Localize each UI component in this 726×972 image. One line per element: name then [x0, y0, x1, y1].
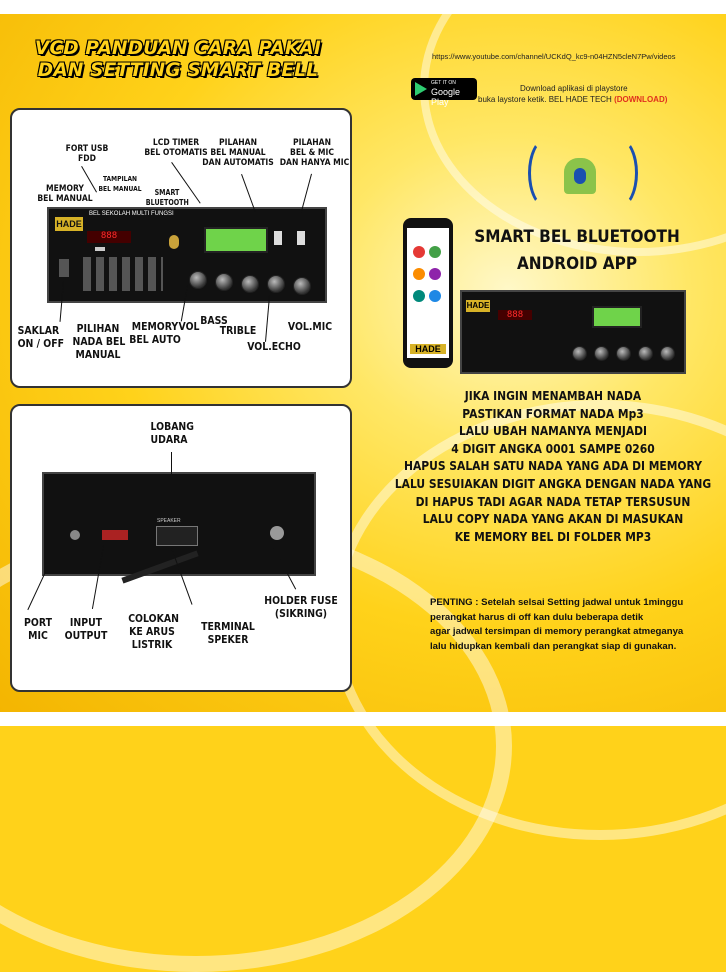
product-knob [660, 346, 675, 361]
download-instruction: buka laystore ketik. BEL HADE TECH [478, 95, 612, 104]
label-memory-manual: MEMORY BEL MANUAL [37, 184, 93, 204]
app-button [413, 268, 425, 280]
bluetooth-symbol [574, 168, 586, 184]
phone-logo: HADE [410, 344, 446, 354]
bottom-border [0, 712, 726, 726]
front-panel-photo [10, 108, 352, 388]
product-display: 888 [498, 310, 532, 320]
important-note [430, 596, 710, 654]
pointer-line [27, 572, 46, 610]
label-terminal: TERMINAL SPEKER [201, 620, 255, 646]
switch-mode [274, 231, 282, 245]
keypad [83, 257, 163, 291]
label-pilahan-mic: PILAHAN BEL & MIC DAN HANYA MIC [279, 138, 350, 168]
label-vol-mic: VOL.MIC [287, 320, 333, 333]
label-trible: TRIBLE [219, 324, 257, 337]
label-smart-bt: SMART BLUETOOTH [145, 188, 189, 207]
usb-port [95, 247, 105, 251]
download-text-1: Download aplikasi di playstore [520, 84, 628, 93]
bluetooth-icon [169, 235, 179, 249]
label-vol: VOL [178, 320, 200, 333]
label-holder-fuse: HOLDER FUSE (SIKRING) [264, 594, 338, 620]
label-pilihan-nada: PILIHAN NADA BEL MANUAL [72, 322, 126, 361]
download-link[interactable]: (DOWNLOAD) [614, 95, 668, 104]
app-heading [472, 224, 683, 278]
speaker-text: SPEAKER [157, 518, 181, 524]
heading-line-2: ANDROID APP [516, 254, 638, 274]
speaker-terminal [156, 518, 198, 546]
instruction-line: HAPUS SALAH SATU NADA YANG ADA DI MEMORY [404, 459, 702, 474]
instruction-line: LALU COPY NADA YANG AKAN DI MASUKAN [422, 512, 684, 527]
label-fort-usb: FORT USB FDD [65, 144, 109, 164]
knob-mic [293, 277, 311, 295]
download-text-2 [478, 95, 667, 104]
knob-bass [215, 273, 233, 291]
instruction-line: 4 DIGIT ANGKA 0001 SAMPE 0260 [451, 441, 655, 456]
instruction-line: LALU SESUIAKAN DIGIT ANGKA DENGAN NADA YANG [394, 476, 712, 491]
wave-right [602, 138, 638, 208]
phone-mockup [403, 218, 453, 368]
fuse-holder [270, 526, 284, 540]
product-lcd [592, 306, 642, 328]
android-bluetooth-icon [548, 144, 612, 204]
knob-echo [267, 275, 285, 293]
youtube-url[interactable]: https://www.youtube.com/channel/UCKdQ_kc9-n04HZN5cleN7Pw/videos [432, 52, 676, 61]
label-tampilan: TAMPILAN BEL MANUAL [98, 175, 142, 193]
product-logo: HADE [466, 301, 490, 310]
switch-mic [297, 231, 305, 245]
app-button [413, 290, 425, 302]
app-button [429, 290, 441, 302]
hade-logo: HADE [56, 219, 82, 229]
knob-vol [189, 271, 207, 289]
rca-ports [102, 530, 128, 540]
back-panel-photo [10, 404, 352, 692]
note-line: perangkat harus di off kan dulu beberapa detik [430, 611, 644, 623]
instruction-line: PASTIKAN FORMAT NADA Mp3 [462, 406, 644, 421]
instruction-line: JIKA INGIN MENAMBAH NADA [464, 389, 642, 403]
label-memory-auto: MEMORY BEL AUTO [129, 320, 181, 346]
instruction-line: LALU UBAH NAMANYA MENJADI [458, 424, 648, 439]
label-colokan: COLOKAN KE ARUS LISTRIK [128, 612, 179, 651]
mic-port [70, 530, 80, 540]
phone-screen [407, 228, 449, 358]
lcd-timer [204, 227, 268, 253]
app-button [429, 246, 441, 258]
app-button [413, 246, 425, 258]
product-knob [638, 346, 653, 361]
amplifier-product-image [460, 290, 686, 374]
wave-left [528, 138, 564, 208]
knob-trible [241, 275, 259, 293]
instructions-block [394, 388, 713, 546]
play-icon [415, 82, 427, 96]
product-knob [616, 346, 631, 361]
label-saklar: SAKLAR ON / OFF [17, 324, 65, 350]
app-button [429, 268, 441, 280]
product-knob [594, 346, 609, 361]
page-title [28, 38, 328, 82]
title-line-1: VCD PANDUAN CARA PAKAI [34, 38, 322, 59]
label-port-mic: PORT MIC [24, 616, 52, 642]
power-switch [59, 259, 69, 277]
title-line-2: DAN SETTING SMART BELL [37, 60, 319, 81]
instruction-line: KE MEMORY BEL DI FOLDER MP3 [454, 529, 652, 544]
heading-line-1: SMART BEL BLUETOOTH [474, 227, 680, 247]
google-play-badge[interactable] [411, 78, 477, 107]
label-bass: BASS [200, 314, 228, 327]
pointer-line [171, 452, 172, 478]
instruction-line: DI HAPUS TADI AGAR NADA TETAP TERSUSUN [415, 494, 691, 509]
badge-small-text: GET IT ON [431, 80, 456, 86]
label-input-output: INPUT OUTPUT [64, 616, 108, 642]
note-line: agar jadwal tersimpan di memory perangkat atmeganya [430, 626, 684, 637]
label-lcd-timer: LCD TIMER BEL OTOMATIS [144, 138, 208, 158]
mp3-display: 888 [87, 231, 131, 243]
label-pilahan-manual: PILAHAN BEL MANUAL DAN AUTOMATIS [202, 138, 274, 168]
label-lobang-udara: LOBANG UDARA [150, 420, 194, 446]
badge-big-text: Google Play [431, 87, 461, 107]
top-border [0, 0, 726, 14]
label-vol-echo: VOL.ECHO [247, 340, 301, 353]
note-line: lalu hidupkan kembali dan perangkat siap di gunakan. [430, 640, 677, 652]
device-model-text: BEL SEKOLAH MULTI FUNGSI [89, 211, 174, 217]
product-knob [572, 346, 587, 361]
note-line: PENTING : Setelah selsai Setting jadwal untuk 1minggu [430, 597, 684, 608]
